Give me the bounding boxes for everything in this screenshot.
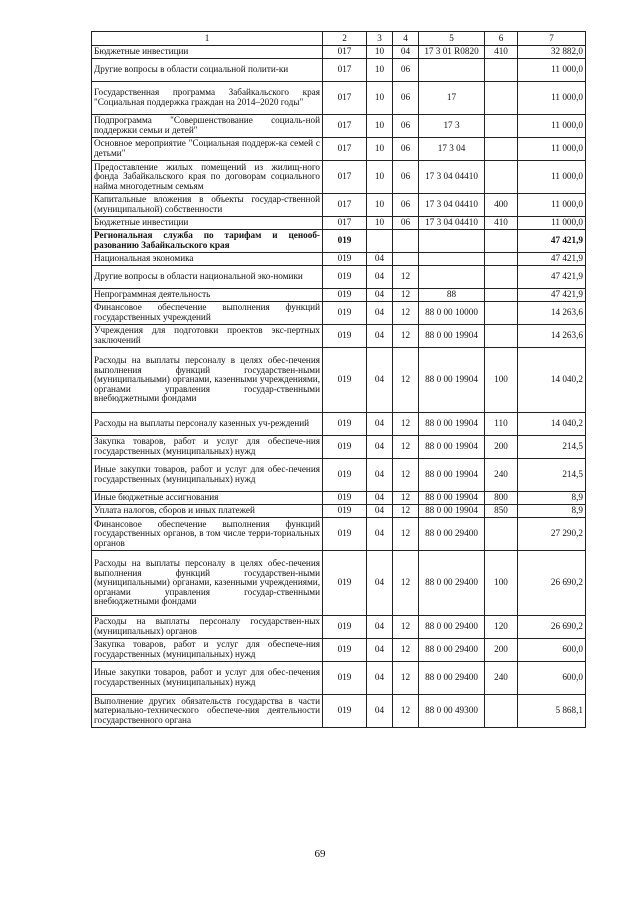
table-row: [92, 302, 586, 325]
row-section-cell: 04: [367, 639, 393, 662]
row-name-cell: Расходы на выплаты персоналу казенных уч-реждений: [92, 413, 323, 436]
row-expense-type-cell: 800: [485, 492, 518, 505]
budget-table: [91, 31, 586, 728]
row-admin-code-cell: 019: [323, 639, 367, 662]
row-admin-code-cell: 019: [323, 616, 367, 639]
row-amount-cell: 11 000,0: [518, 217, 586, 230]
row-subsection-cell: 12: [393, 459, 419, 492]
row-target-article-cell: 88 0 00 29400: [419, 639, 485, 662]
row-section-cell: 04: [367, 325, 393, 348]
row-expense-type-cell: [485, 253, 518, 266]
row-target-article-cell: 88 0 00 19904: [419, 492, 485, 505]
row-amount-cell: 14 040,2: [518, 348, 586, 413]
row-amount-cell: 11 000,0: [518, 194, 586, 217]
row-target-article-cell: 88 0 00 19904: [419, 505, 485, 518]
row-target-article-cell: 17: [419, 82, 485, 115]
row-subsection-cell: 12: [393, 302, 419, 325]
row-name-cell: Государственная программа Забайкальского края "Социальная поддержка граждан на 2014–2020 годы": [92, 82, 323, 115]
row-admin-code-cell: 019: [323, 459, 367, 492]
header-col-5: 5: [419, 32, 485, 46]
row-amount-cell: 47 421,9: [518, 289, 586, 302]
row-amount-cell: 14 263,6: [518, 325, 586, 348]
row-target-article-cell: 88 0 00 29400: [419, 616, 485, 639]
row-admin-code-cell: 019: [323, 253, 367, 266]
row-section-cell: 04: [367, 492, 393, 505]
row-subsection-cell: 12: [393, 662, 419, 695]
row-name-cell: Закупка товаров, работ и услуг для обеспече-ния государственных (муниципальных) нужд: [92, 639, 323, 662]
row-admin-code-cell: 019: [323, 505, 367, 518]
row-amount-cell: 8,9: [518, 492, 586, 505]
row-subsection-cell: 06: [393, 138, 419, 161]
table-row: [92, 616, 586, 639]
row-target-article-cell: [419, 253, 485, 266]
row-expense-type-cell: 200: [485, 436, 518, 459]
row-subsection-cell: 12: [393, 616, 419, 639]
row-section-cell: 04: [367, 436, 393, 459]
row-section-cell: 04: [367, 616, 393, 639]
row-subsection-cell: 12: [393, 639, 419, 662]
row-section-cell: 04: [367, 662, 393, 695]
header-col-1: 1: [92, 32, 323, 46]
row-name-cell: Иные закупки товаров, работ и услуг для обес-печения государственных (муниципальных) нужд: [92, 459, 323, 492]
row-subsection-cell: 12: [393, 518, 419, 551]
row-admin-code-cell: 019: [323, 413, 367, 436]
row-section-cell: 04: [367, 289, 393, 302]
row-expense-type-cell: 110: [485, 413, 518, 436]
row-section-cell: 10: [367, 217, 393, 230]
row-admin-code-cell: 017: [323, 194, 367, 217]
table-body: [92, 46, 586, 728]
row-name-cell: Расходы на выплаты персоналу государствен-ных (муниципальных) органов: [92, 616, 323, 639]
row-expense-type-cell: [485, 59, 518, 82]
row-subsection-cell: 06: [393, 82, 419, 115]
row-name-cell: Непрограммная деятельность: [92, 289, 323, 302]
row-amount-cell: 600,0: [518, 639, 586, 662]
row-target-article-cell: 88 0 00 19904: [419, 459, 485, 492]
row-section-cell: 04: [367, 459, 393, 492]
row-expense-type-cell: [485, 230, 518, 253]
row-name-cell: Бюджетные инвестиции: [92, 46, 323, 59]
table-row: [92, 436, 586, 459]
table-row: [92, 59, 586, 82]
row-target-article-cell: 17 3 04 04410: [419, 194, 485, 217]
row-admin-code-cell: 019: [323, 518, 367, 551]
row-expense-type-cell: 410: [485, 46, 518, 59]
row-subsection-cell: [393, 230, 419, 253]
row-admin-code-cell: 019: [323, 551, 367, 616]
row-admin-code-cell: 019: [323, 266, 367, 289]
row-subsection-cell: 12: [393, 325, 419, 348]
table-row: [92, 266, 586, 289]
row-section-cell: 04: [367, 266, 393, 289]
row-section-cell: [367, 230, 393, 253]
row-name-cell: Расходы на выплаты персоналу в целях обес-печения выполнения функций государствен-ными (муниципальными) органами, казенными учреждениями, органами управления государ-ственными внебюджетными фондами: [92, 551, 323, 616]
header-col-6: 6: [485, 32, 518, 46]
row-subsection-cell: 06: [393, 115, 419, 138]
row-amount-cell: 214,5: [518, 459, 586, 492]
row-amount-cell: 26 690,2: [518, 551, 586, 616]
row-expense-type-cell: 120: [485, 616, 518, 639]
row-amount-cell: 47 421,9: [518, 266, 586, 289]
row-target-article-cell: [419, 59, 485, 82]
row-subsection-cell: 12: [393, 695, 419, 728]
row-section-cell: 04: [367, 551, 393, 616]
row-admin-code-cell: 017: [323, 82, 367, 115]
table-row: [92, 662, 586, 695]
row-admin-code-cell: 019: [323, 325, 367, 348]
row-admin-code-cell: 019: [323, 436, 367, 459]
row-target-article-cell: 88 0 00 29400: [419, 518, 485, 551]
row-subsection-cell: 06: [393, 59, 419, 82]
row-amount-cell: 8,9: [518, 505, 586, 518]
row-amount-cell: 11 000,0: [518, 161, 586, 194]
row-amount-cell: 11 000,0: [518, 138, 586, 161]
row-subsection-cell: 12: [393, 266, 419, 289]
row-target-article-cell: 88 0 00 19904: [419, 348, 485, 413]
table-row: [92, 115, 586, 138]
row-admin-code-cell: 017: [323, 59, 367, 82]
row-expense-type-cell: 240: [485, 459, 518, 492]
table-row: [92, 194, 586, 217]
row-expense-type-cell: [485, 325, 518, 348]
row-admin-code-cell: 019: [323, 302, 367, 325]
row-expense-type-cell: [485, 695, 518, 728]
row-target-article-cell: [419, 266, 485, 289]
row-admin-code-cell: 019: [323, 289, 367, 302]
row-subsection-cell: 06: [393, 161, 419, 194]
table-row: [92, 325, 586, 348]
row-expense-type-cell: 410: [485, 217, 518, 230]
row-admin-code-cell: 017: [323, 46, 367, 59]
row-target-article-cell: 88 0 00 19904: [419, 436, 485, 459]
row-expense-type-cell: 100: [485, 551, 518, 616]
row-subsection-cell: 12: [393, 551, 419, 616]
table-row: [92, 289, 586, 302]
row-amount-cell: 32 882,0: [518, 46, 586, 59]
row-name-cell: Иные бюджетные ассигнования: [92, 492, 323, 505]
row-expense-type-cell: [485, 518, 518, 551]
row-amount-cell: 47 421,9: [518, 253, 586, 266]
table-row: [92, 82, 586, 115]
table-row: [92, 551, 586, 616]
row-name-cell: Подпрограмма "Совершенствование социаль-ной поддержки семьи и детей": [92, 115, 323, 138]
row-admin-code-cell: 019: [323, 492, 367, 505]
row-admin-code-cell: 017: [323, 115, 367, 138]
row-amount-cell: 11 000,0: [518, 59, 586, 82]
row-amount-cell: 47 421,9: [518, 230, 586, 253]
row-expense-type-cell: [485, 161, 518, 194]
row-name-cell: Региональная служба по тарифам и ценооб-разованию Забайкальского края: [92, 230, 323, 253]
row-target-article-cell: 88: [419, 289, 485, 302]
row-target-article-cell: 17 3 04: [419, 138, 485, 161]
table-row: [92, 492, 586, 505]
row-admin-code-cell: 019: [323, 230, 367, 253]
row-amount-cell: 11 000,0: [518, 115, 586, 138]
row-expense-type-cell: 200: [485, 639, 518, 662]
row-target-article-cell: 17 3 04 04410: [419, 217, 485, 230]
row-target-article-cell: 88 0 00 29400: [419, 551, 485, 616]
row-name-cell: Финансовое обеспечение выполнения функций государственных органов, в том числе терри-ториальных органов: [92, 518, 323, 551]
row-section-cell: 10: [367, 138, 393, 161]
row-admin-code-cell: 017: [323, 161, 367, 194]
row-name-cell: Учреждения для подготовки проектов экс-пертных заключений: [92, 325, 323, 348]
table-row: [92, 46, 586, 59]
row-expense-type-cell: [485, 138, 518, 161]
row-amount-cell: 14 263,6: [518, 302, 586, 325]
row-section-cell: 10: [367, 82, 393, 115]
header-col-3: 3: [367, 32, 393, 46]
row-section-cell: 04: [367, 518, 393, 551]
row-target-article-cell: 88 0 00 19904: [419, 413, 485, 436]
row-target-article-cell: 17 3: [419, 115, 485, 138]
row-amount-cell: 27 290,2: [518, 518, 586, 551]
row-subsection-cell: 12: [393, 492, 419, 505]
row-admin-code-cell: 019: [323, 348, 367, 413]
row-target-article-cell: 88 0 00 19904: [419, 325, 485, 348]
row-subsection-cell: 04: [393, 46, 419, 59]
row-expense-type-cell: 100: [485, 348, 518, 413]
table-row: [92, 230, 586, 253]
row-subsection-cell: [393, 253, 419, 266]
page-number: 69: [314, 848, 326, 860]
row-subsection-cell: 12: [393, 413, 419, 436]
row-name-cell: Капитальные вложения в объекты государ-ственной (муниципальной) собственности: [92, 194, 323, 217]
row-section-cell: 04: [367, 348, 393, 413]
row-expense-type-cell: 400: [485, 194, 518, 217]
row-target-article-cell: 88 0 00 29400: [419, 662, 485, 695]
row-expense-type-cell: 850: [485, 505, 518, 518]
row-amount-cell: 214,5: [518, 436, 586, 459]
row-amount-cell: 11 000,0: [518, 82, 586, 115]
row-name-cell: Расходы на выплаты персоналу в целях обес-печения выполнения функций государствен-ными (муниципальными) органами, казенными учреждениями, органами управления государ-ственными внебюджетными фондами: [92, 348, 323, 413]
row-name-cell: Национальная экономика: [92, 253, 323, 266]
row-subsection-cell: 06: [393, 194, 419, 217]
row-expense-type-cell: [485, 82, 518, 115]
row-name-cell: Закупка товаров, работ и услуг для обеспече-ния государственных (муниципальных) нужд: [92, 436, 323, 459]
row-target-article-cell: 17 3 01 R0820: [419, 46, 485, 59]
row-target-article-cell: 88 0 00 10000: [419, 302, 485, 325]
row-name-cell: Бюджетные инвестиции: [92, 217, 323, 230]
row-name-cell: Выполнение других обязательств государства в части материально-технического обеспече-ния деятельности государственного органа: [92, 695, 323, 728]
row-admin-code-cell: 017: [323, 138, 367, 161]
row-name-cell: Предоставление жилых помещений из жилищ-ного фонда Забайкальского края по договорам социального найма многодетным семьям: [92, 161, 323, 194]
row-amount-cell: 14 040,2: [518, 413, 586, 436]
row-subsection-cell: 12: [393, 348, 419, 413]
table-row: [92, 161, 586, 194]
row-section-cell: 04: [367, 253, 393, 266]
table-row: [92, 518, 586, 551]
row-section-cell: 04: [367, 505, 393, 518]
row-section-cell: 04: [367, 413, 393, 436]
row-subsection-cell: 12: [393, 289, 419, 302]
table-row: [92, 505, 586, 518]
row-admin-code-cell: 019: [323, 662, 367, 695]
row-expense-type-cell: [485, 289, 518, 302]
row-section-cell: 04: [367, 302, 393, 325]
row-expense-type-cell: [485, 302, 518, 325]
row-expense-type-cell: [485, 115, 518, 138]
row-admin-code-cell: 019: [323, 695, 367, 728]
row-section-cell: 10: [367, 115, 393, 138]
row-section-cell: 10: [367, 161, 393, 194]
row-subsection-cell: 12: [393, 436, 419, 459]
table-row: [92, 413, 586, 436]
row-name-cell: Основное мероприятие "Социальная поддерж-ка семей с детьми": [92, 138, 323, 161]
table-row: [92, 138, 586, 161]
row-admin-code-cell: 017: [323, 217, 367, 230]
row-section-cell: 10: [367, 59, 393, 82]
table-row: [92, 639, 586, 662]
row-subsection-cell: 12: [393, 505, 419, 518]
row-expense-type-cell: 240: [485, 662, 518, 695]
row-amount-cell: 5 868,1: [518, 695, 586, 728]
row-name-cell: Другие вопросы в области национальной эко-номики: [92, 266, 323, 289]
row-expense-type-cell: [485, 266, 518, 289]
row-section-cell: 10: [367, 46, 393, 59]
header-col-2: 2: [323, 32, 367, 46]
row-section-cell: 04: [367, 695, 393, 728]
header-col-4: 4: [393, 32, 419, 46]
row-name-cell: Иные закупки товаров, работ и услуг для обес-печения государственных (муниципальных) нужд: [92, 662, 323, 695]
row-target-article-cell: 17 3 04 04410: [419, 161, 485, 194]
table-row: [92, 459, 586, 492]
table-row: [92, 695, 586, 728]
header-col-7: 7: [518, 32, 586, 46]
row-target-article-cell: [419, 230, 485, 253]
row-name-cell: Финансовое обеспечение выполнения функций государственных учреждений: [92, 302, 323, 325]
row-subsection-cell: 06: [393, 217, 419, 230]
table-header-row: [92, 32, 586, 46]
row-target-article-cell: 88 0 00 49300: [419, 695, 485, 728]
row-amount-cell: 600,0: [518, 662, 586, 695]
row-amount-cell: 26 690,2: [518, 616, 586, 639]
row-name-cell: Другие вопросы в области социальной полити-ки: [92, 59, 323, 82]
table-row: [92, 348, 586, 413]
table-row: [92, 217, 586, 230]
row-section-cell: 10: [367, 194, 393, 217]
table-row: [92, 253, 586, 266]
row-name-cell: Уплата налогов, сборов и иных платежей: [92, 505, 323, 518]
